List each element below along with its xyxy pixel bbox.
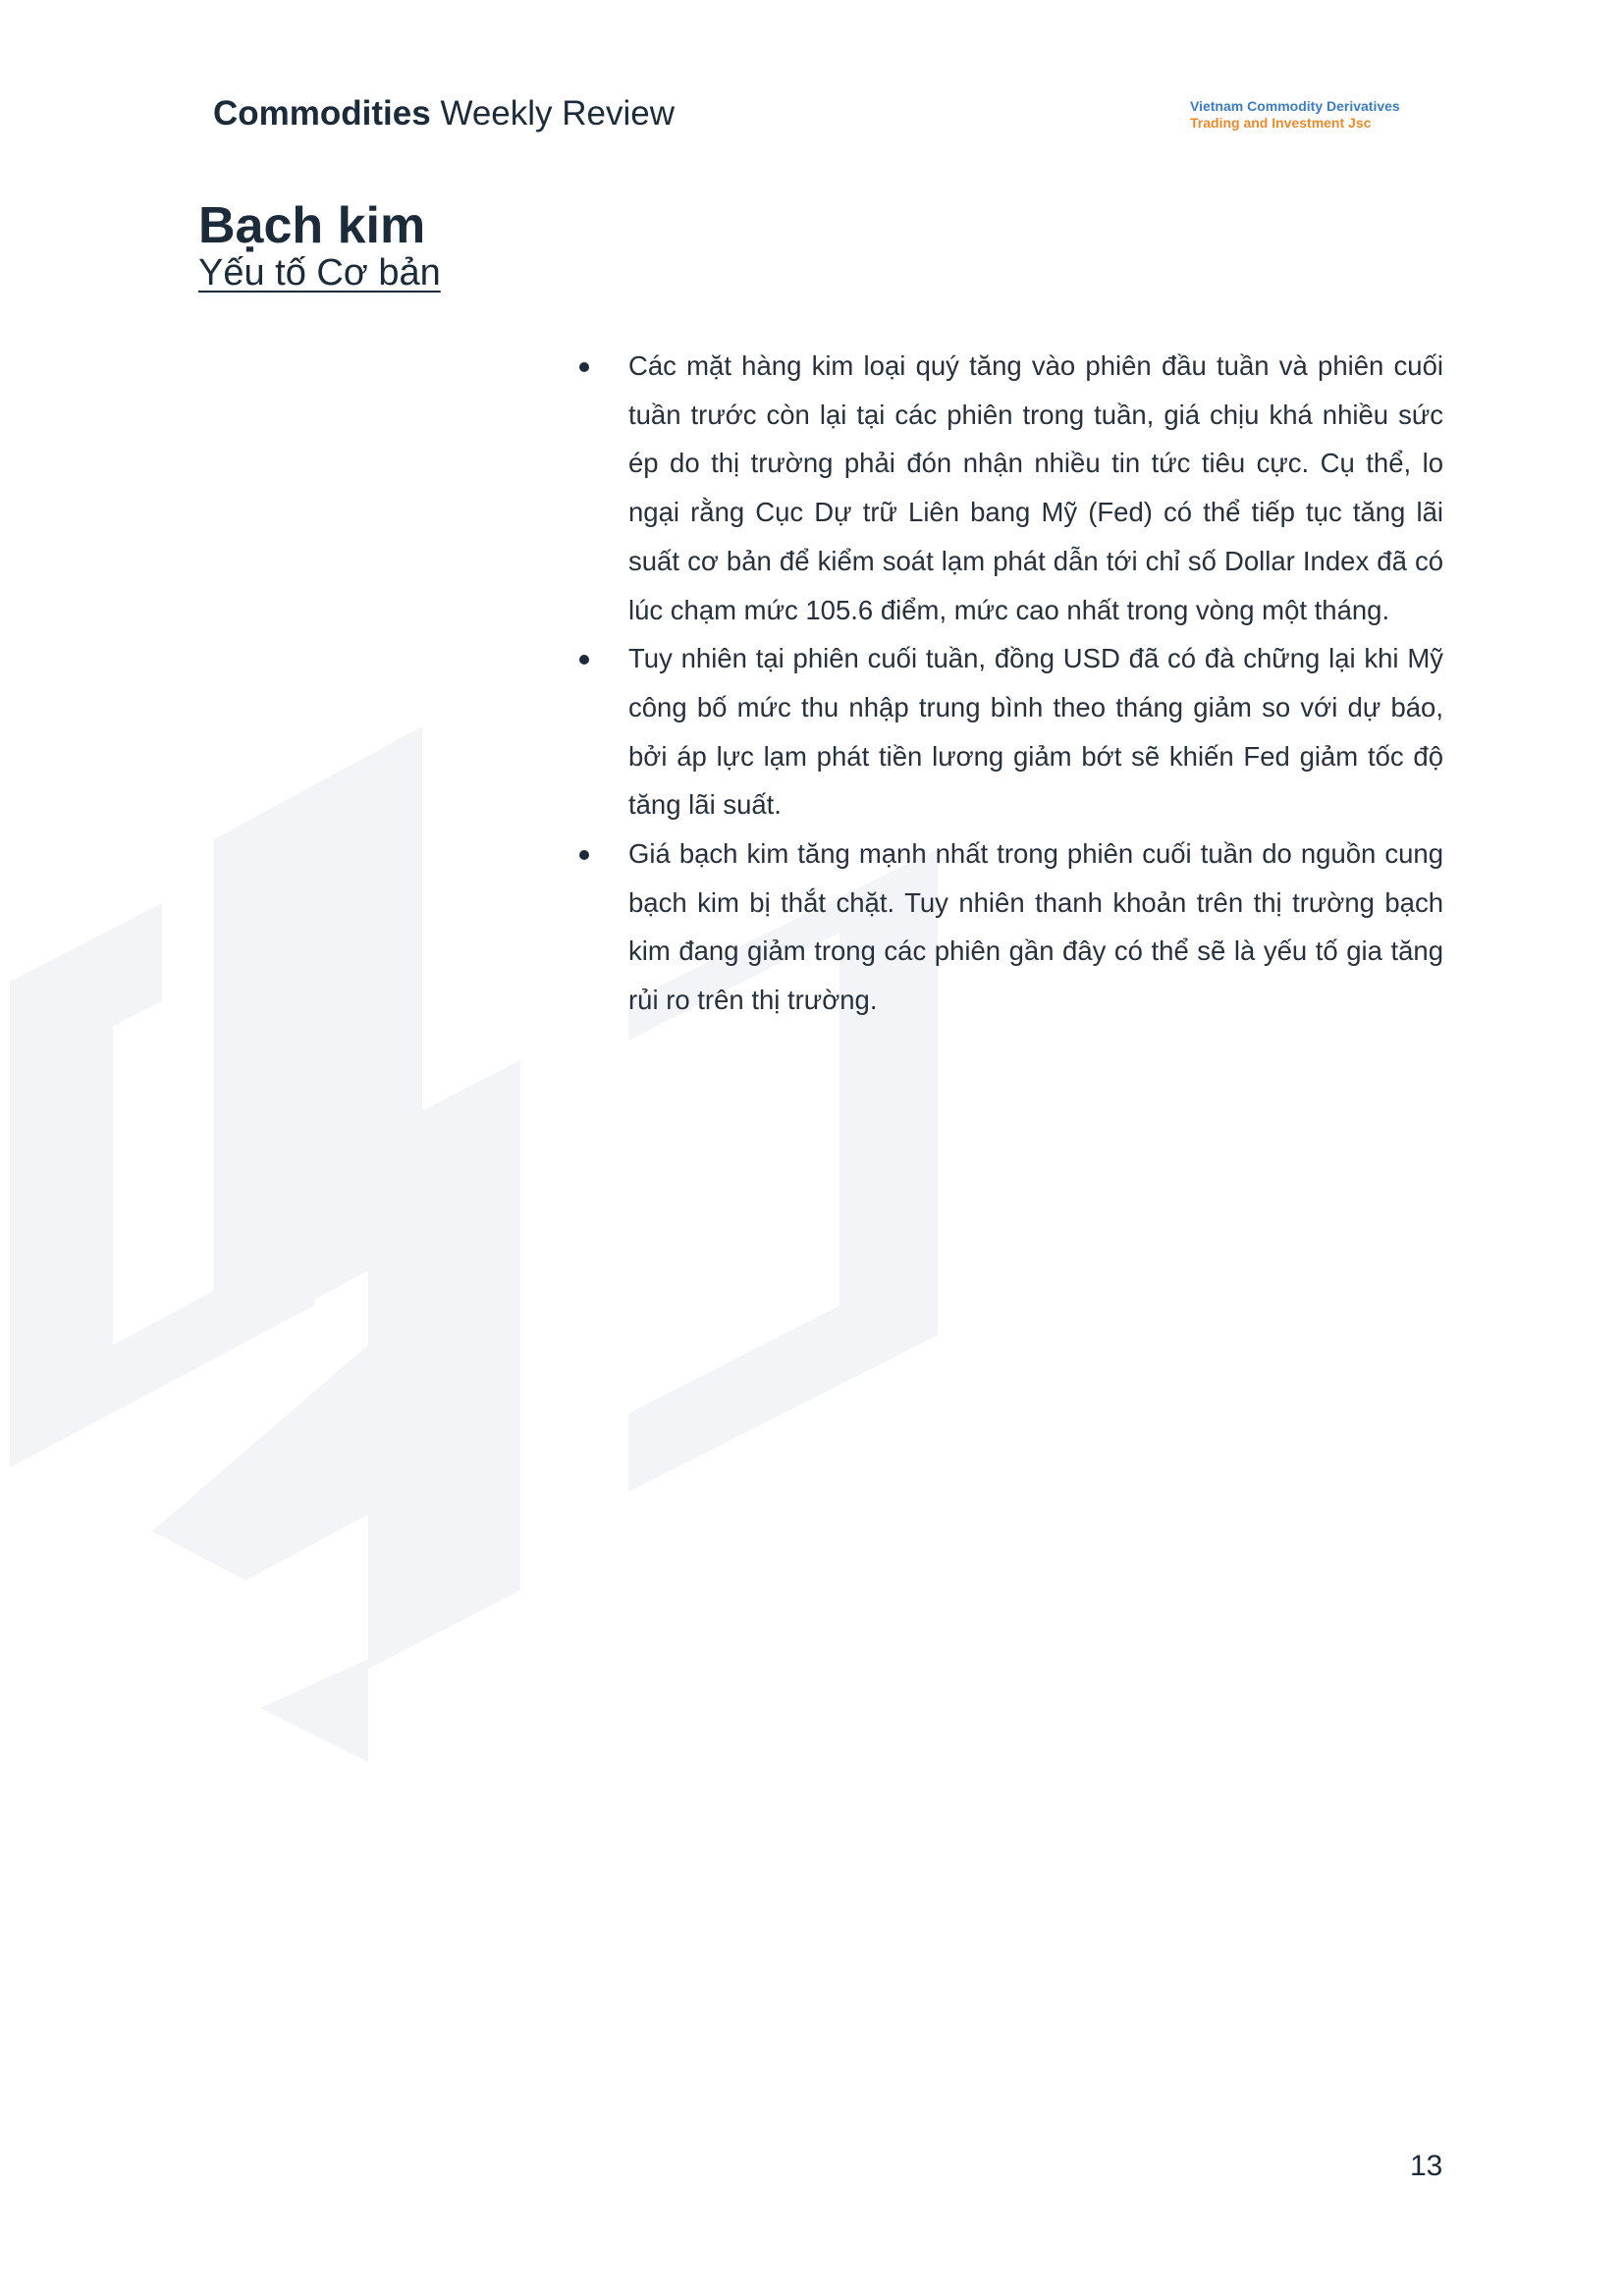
report-header — [213, 94, 675, 133]
bullet-text: Tuy nhiên tại phiên cuối tuần, đồng USD đã có đà chững lại khi Mỹ công bố mức thu nhập trung bình theo tháng giảm so với dự báo, bởi áp lực lạm phát tiền lương giảm bớt sẽ khiến Fed giảm tốc độ tăng lãi suất. — [628, 643, 1443, 821]
logo-line-2: Trading and Investment Jsc — [1190, 115, 1372, 131]
logo-line-1: Vietnam Commodity Derivatives — [1190, 98, 1400, 114]
bullet-content — [571, 342, 1443, 1025]
header-title-light: Weekly Review — [440, 94, 676, 133]
bullet-item — [571, 634, 1443, 829]
bullet-dot-icon — [579, 850, 589, 860]
bullet-text: Các mặt hàng kim loại quý tăng vào phiên đầu tuần và phiên cuối tuần trước còn lại tại các phiên trong tuần, giá chịu khá nhiều sức ép do thị trường phải đón nhận nhiều tin tức tiêu cực. Cụ thể, lo ngại rằng Cục Dự trữ Liên bang Mỹ (Fed) có thể tiếp tục tăng lãi suất cơ bản để kiểm soát lạm phát dẫn tới chỉ số Dollar Index đã có lúc chạm mức 105.6 điểm, mức cao nhất trong vòng một tháng. — [628, 350, 1443, 625]
bullet-dot-icon — [579, 362, 589, 372]
section-subtitle: Yếu tố Cơ bản — [198, 252, 441, 294]
section-title: Bạch kim — [198, 197, 426, 254]
bullet-text: Giá bạch kim tăng mạnh nhất trong phiên cuối tuần do nguồn cung bạch kim bị thắt chặt. Tuy nhiên thanh khoản trên thị trường bạch kim đang giảm trong các phiên gần đây có thể sẽ là yếu tố gia tăng rủi ro trên thị trường. — [628, 838, 1443, 1016]
company-logo — [1190, 98, 1426, 132]
bullet-list — [571, 342, 1443, 1025]
bullet-item — [571, 342, 1443, 634]
bullet-dot-icon — [579, 655, 589, 665]
header-title-strong: Commodities — [213, 94, 431, 133]
bullet-item — [571, 829, 1443, 1025]
page-number: 13 — [1410, 2150, 1443, 2182]
